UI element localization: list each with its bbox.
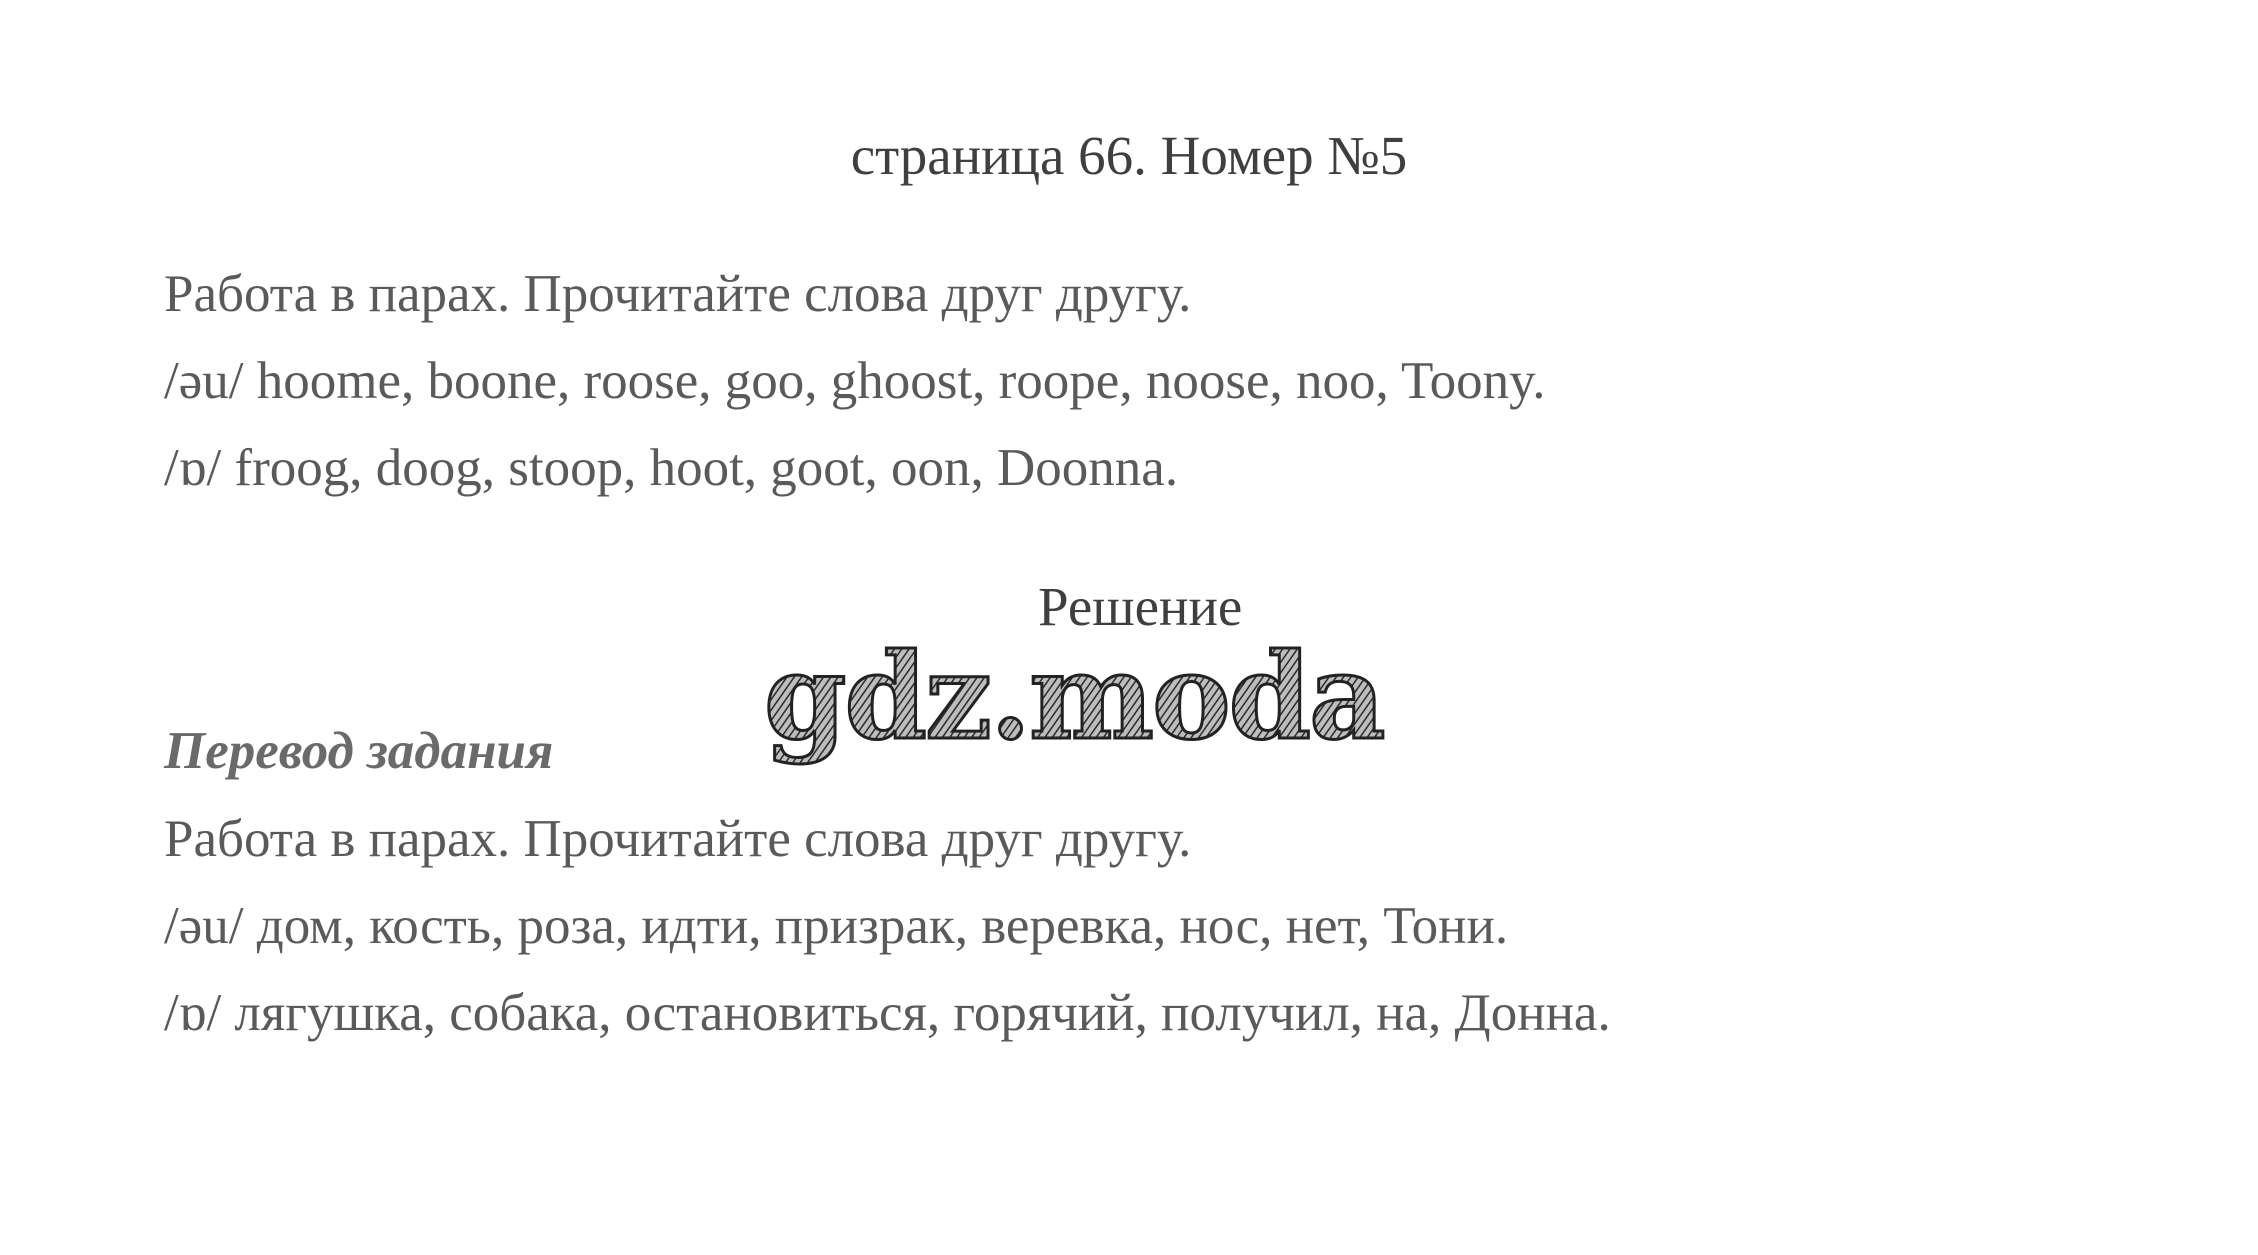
svg-text:gdz.moda: gdz.moda: [764, 627, 1384, 766]
translation-instruction: Работа в парах. Прочитайте слова друг другу.: [164, 810, 1192, 868]
gdz-moda-watermark-logo: [760, 620, 1400, 780]
task-line-o-words: /ɒ/ froog, doog, stoop, hoot, goot, oon, Doonna.: [164, 439, 1179, 497]
page-title: [0, 121, 2258, 191]
solution-label: Решение: [1038, 576, 1243, 637]
translation-line-ou-words: /əu/ дом, кость, роза, идти, призрак, веревка, нос, нет, Тони.: [164, 897, 1509, 955]
page-title-text: страница 66. Номер №5: [850, 125, 1408, 186]
translation-heading: Перевод задания: [164, 722, 554, 780]
task-line-ou-words: /əu/ hoome, boone, roose, goo, ghoost, roope, noose, noo, Toony.: [164, 352, 1546, 410]
translation-line-o-words: /ɒ/ лягушка, собака, остановиться, горячий, получил, на, Донна.: [164, 984, 1611, 1042]
task-instruction: Работа в парах. Прочитайте слова друг другу.: [164, 265, 1192, 323]
